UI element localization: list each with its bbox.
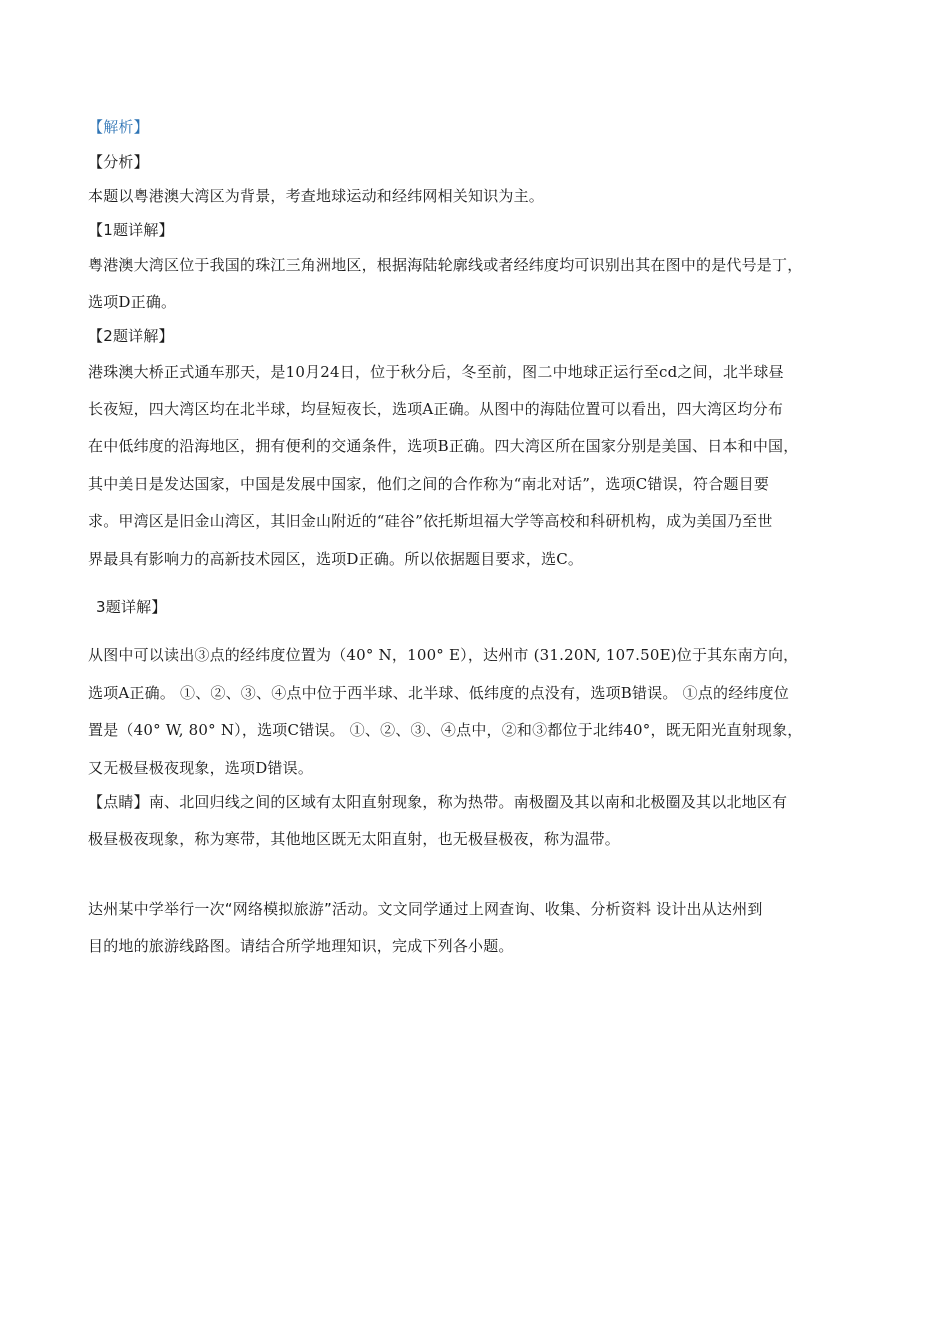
q1-text-line: 选项D正确。 (88, 293, 177, 311)
dianjing-text-line: 极昼极夜现象，称为寒带，其他地区既无太阳直射，也无极昼极夜，称为温带。 (88, 830, 621, 848)
q1-text-line: 粤港澳大湾区位于我国的珠江三角洲地区，根据海陆轮廓线或者经纬度均可识别出其在图中的是代号是丁， (88, 256, 803, 274)
analysis-heading: 【解析】 (88, 118, 149, 136)
q2-text-line: 港珠澳大桥正式通车那天，是10月24日，位于秋分后，冬至前，图二中地球正运行至cd之间，北半球昼 (88, 363, 784, 381)
q3-heading: 3题详解】 (96, 598, 167, 616)
q2-text-line: 长夜短，四大湾区均在北半球，均昼短夜长，选项A正确。从图中的海陆位置可以看出，四大湾区均分布 (88, 400, 784, 418)
q2-text-line: 其中美日是发达国家，中国是发展中国家，他们之间的合作称为“南北对话”，选项C错误，符合题目要 (88, 475, 770, 493)
dianjing-block (88, 792, 787, 812)
fenxi-text: 本题以粤港澳大湾区为背景，考查地球运动和经纬网相关知识为主。 (88, 187, 545, 205)
next-question-line: 目的地的旅游线路图。请结合所学地理知识，完成下列各小题。 (88, 937, 514, 955)
dianjing-text-line: 南、北回归线之间的区域有太阳直射现象，称为热带。南极圈及其以南和北极圈及其以北地区有 (148, 793, 788, 811)
q2-text-line: 求。甲湾区是旧金山湾区，其旧金山附近的“硅谷”依托斯坦福大学等高校和科研机构，成为美国乃至世 (88, 512, 773, 530)
dianjing-heading: 【点睛】 (88, 793, 149, 811)
q3-text-line: 从图中可以读出③点的经纬度位置为（40° N，100° E），达州市 (31.20N, 107.50E)位于其东南方向， (88, 646, 799, 664)
q3-text-line: 选项A正确。 ①、②、③、④点中位于西半球、北半球、低纬度的点没有，选项B错误。 ①点的经纬度位 (88, 684, 789, 702)
fenxi-heading: 【分析】 (88, 153, 149, 171)
q2-text-line: 在中低纬度的沿海地区，拥有便利的交通条件，选项B正确。四大湾区所在国家分别是美国、日本和中国， (88, 437, 799, 455)
q2-text-line: 界最具有影响力的高新技术园区，选项D正确。所以依据题目要求，选C。 (88, 550, 584, 568)
next-question-line: 达州某中学举行一次“网络模拟旅游”活动。文文同学通过上网查询、收集、分析资料 设计出从达州到 (88, 900, 763, 918)
q2-heading: 【2题详解】 (88, 327, 174, 345)
q1-heading: 【1题详解】 (88, 221, 174, 239)
q3-text-line: 又无极昼极夜现象，选项D错误。 (88, 759, 314, 777)
q3-text-line: 置是（40° W, 80° N），选项C错误。 ①、②、③、④点中，②和③都位于北纬40°，既无阳光直射现象， (88, 721, 803, 739)
